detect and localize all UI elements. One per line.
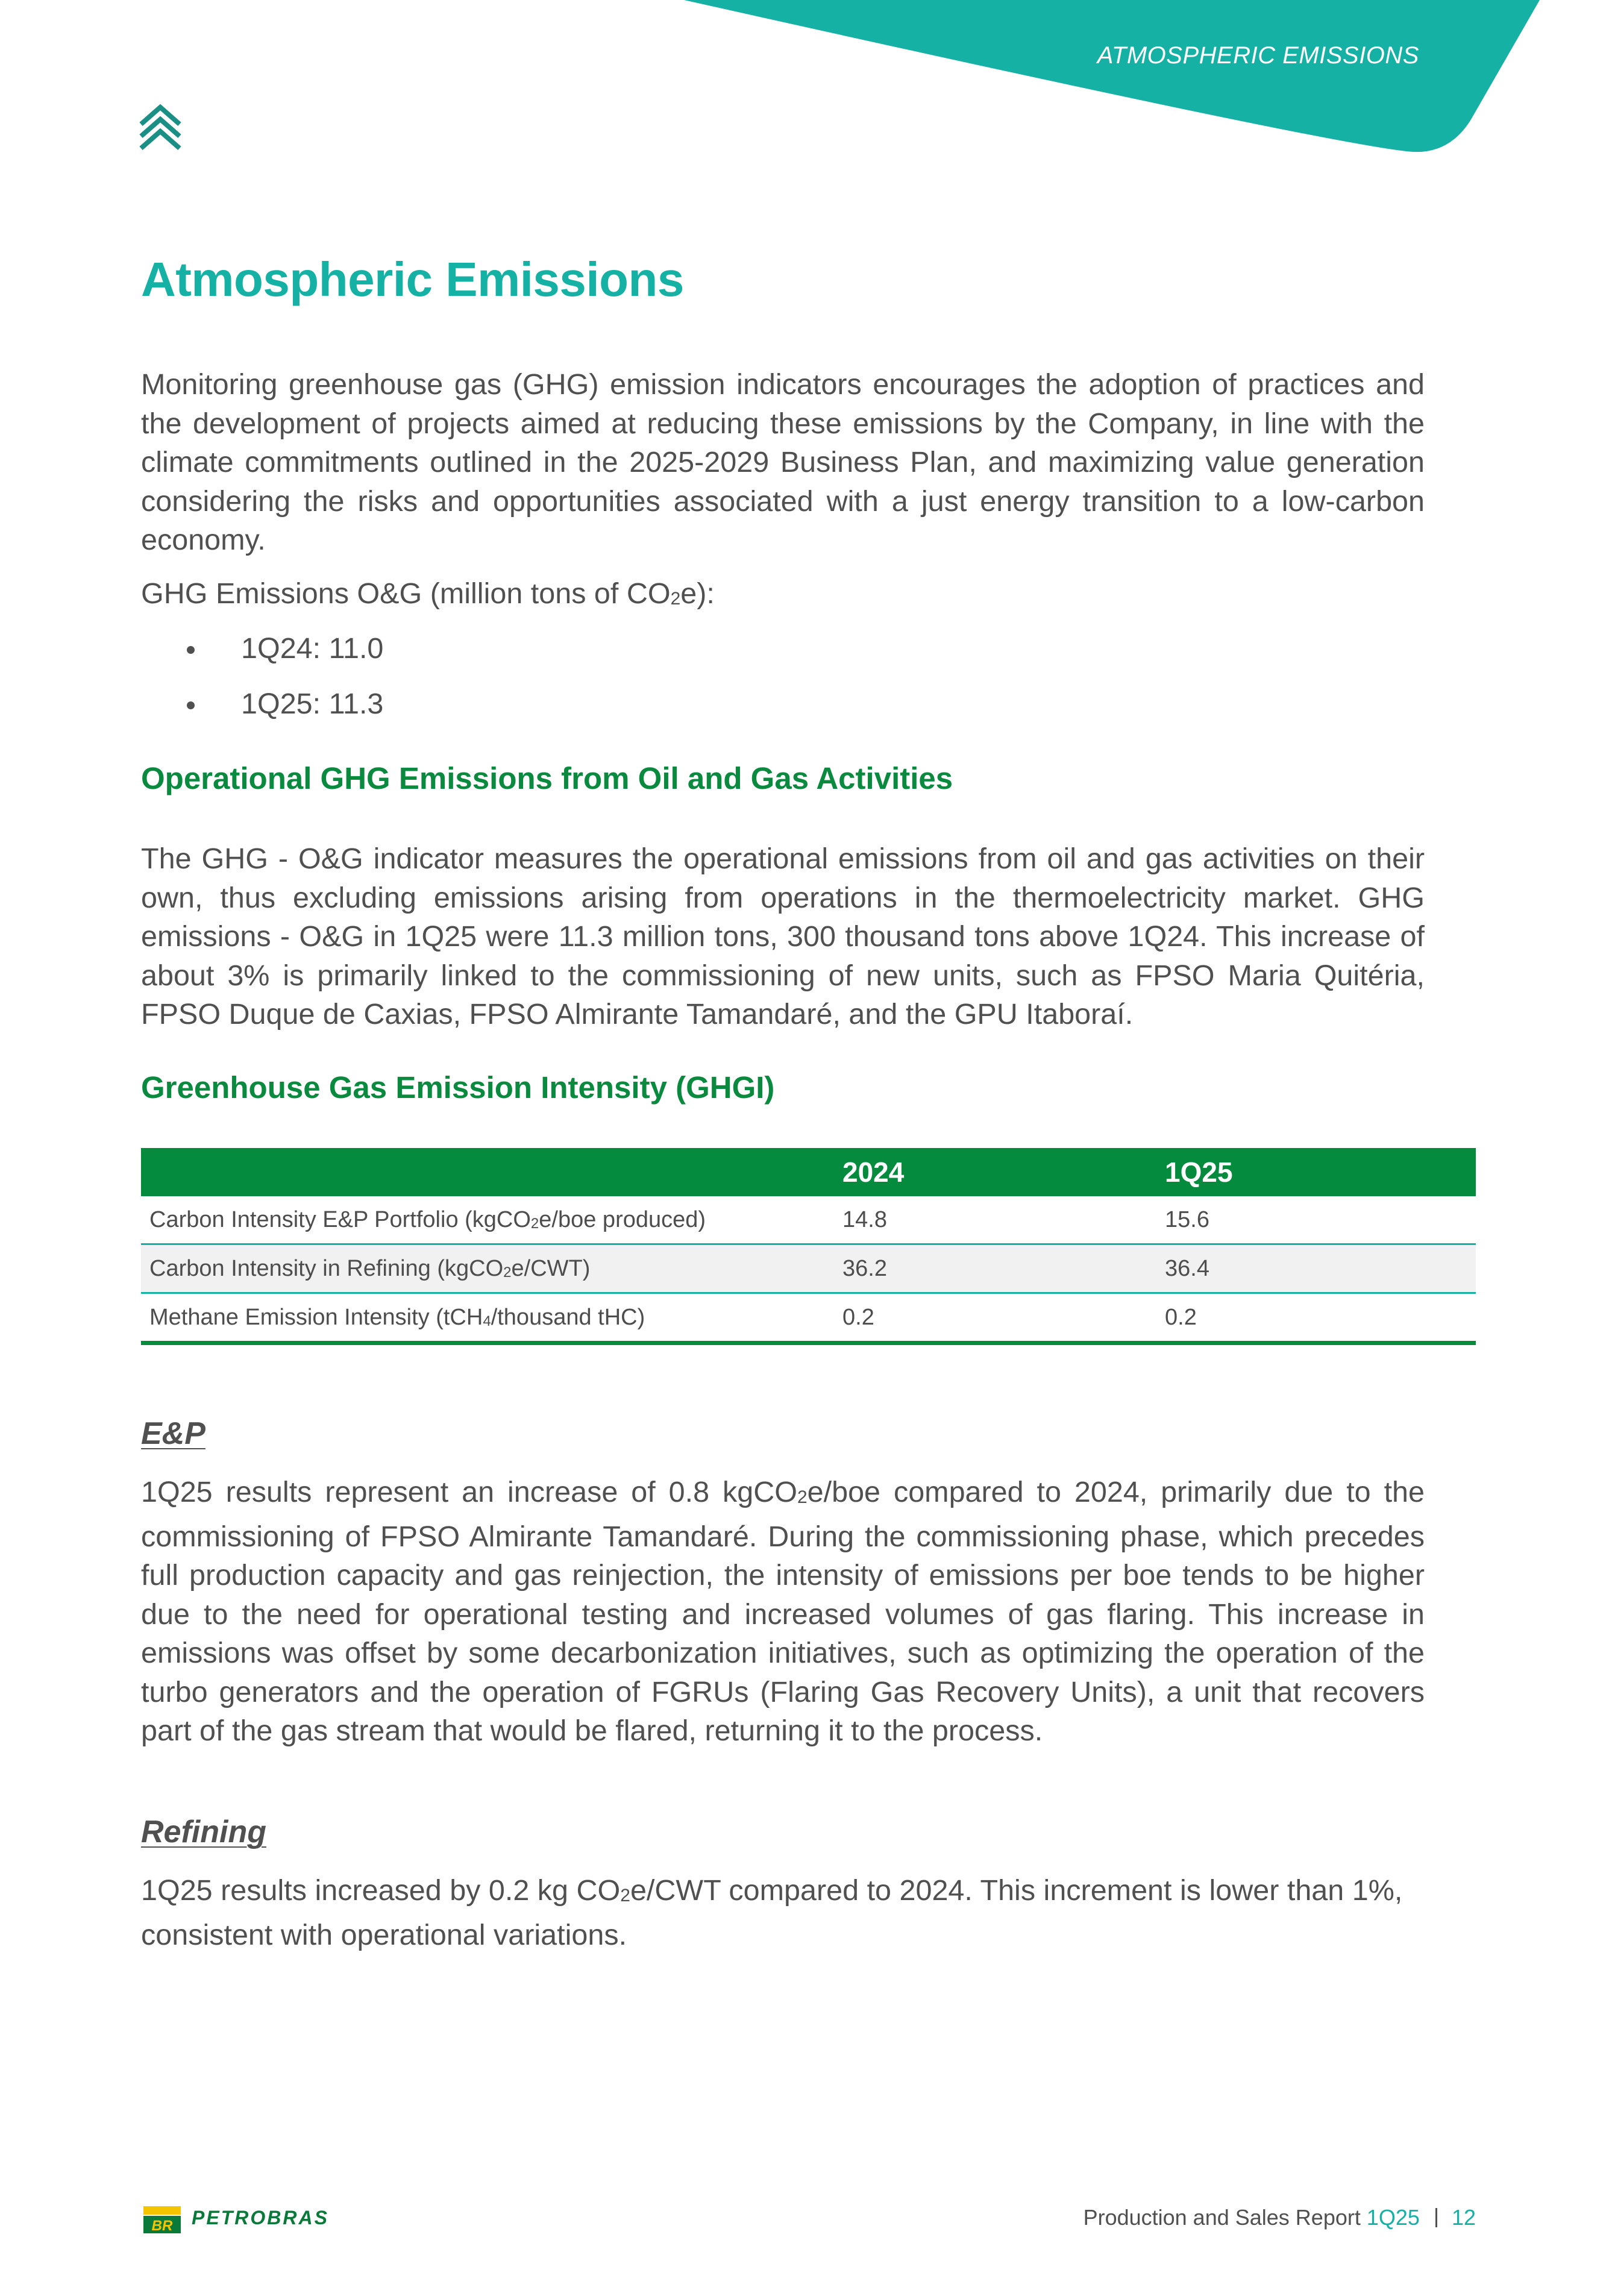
ep-paragraph: 1Q25 results represent an increase of 0.8 kgCO$_2$e/boe compared to 2024, primarily due to the commissioning of FPSO Almirante Tamandaré. During the commissioning phase, which precedes full production capacity and gas reinjection, the intensity of emissions per boe tends to be higher due to the need for operational testing and increased volumes of gas flaring. This increase in emissions was offset by some decarbonization initiatives, such as optimizing the operation of the turbo generators and the operation of FGRUs (Flaring Gas Recovery Units), a unit that recovers part of the gas stream that would be flared, returning it to the process. [141,1476,1425,1747]
row-value-1q25: 15.6 [1165,1196,1476,1244]
table-row [141,1293,1476,1343]
header-ribbon [0,0,1612,157]
footer-report-info [1084,2205,1476,2230]
table-row [141,1196,1476,1244]
petrobras-logo-icon [143,2206,181,2233]
page-title: Atmospheric Emissions [141,252,684,306]
row-value-2024: 0.2 [842,1293,1165,1343]
ep-heading: E&P [141,1416,205,1451]
table-row [141,1244,1476,1293]
row-value-2024: 14.8 [842,1196,1165,1244]
operational-ghg-paragraph: The GHG - O&G indicator measures the operational emissions from oil and gas activities on their own, thus excluding emissions arising from operations in the thermoelectricity market. GHG emissions - O&G in 1Q25 were 11.3 million tons, 300 thousand tons above 1Q24. This increase of about 3% is primarily linked to the commissioning of new units, such as FPSO Maria Quitéria, FPSO Duque de Caxias, FPSO Almirante Tamandaré, and the GPU Itaboraí. [141,842,1425,1030]
svg-text:BR: BR [151,2218,173,2233]
table-header-empty [141,1148,842,1196]
ghg-emissions-label: GHG Emissions O&G (million tons of $CO_2e$): [141,577,715,610]
row-value-2024: 36.2 [842,1244,1165,1293]
ghgi-table [141,1148,1476,1345]
row-label: Carbon Intensity E&P Portfolio (kgCO$_2$e/boe produced) [141,1196,842,1244]
operational-ghg-heading: Operational GHG Emissions from Oil and Gas Activities [141,761,953,795]
row-value-1q25: 36.4 [1165,1244,1476,1293]
bullet-dot-icon [187,701,195,709]
footer-page-number: 12 [1451,2205,1476,2230]
table-header-2024: 2024 [842,1148,1165,1196]
row-value-1q25: 0.2 [1165,1293,1476,1343]
table-header-1q25: 1Q25 [1165,1148,1476,1196]
table-header-row [141,1148,1476,1196]
chevrons-up-icon[interactable] [139,104,182,151]
row-label: Carbon Intensity in Refining (kgCO$_2$e/CWT) [141,1244,842,1293]
refining-paragraph: 1Q25 results increased by 0.2 kg $CO_2e$/CWT compared to 2024. This increment is lower than 1%, consistent with operational variations. [141,1874,1403,1951]
footer-period: 1Q25 [1366,2205,1420,2230]
ghgi-heading: Greenhouse Gas Emission Intensity (GHGI) [141,1070,775,1105]
refining-heading: Refining [141,1815,266,1849]
intro-paragraph: Monitoring greenhouse gas (GHG) emission indicators encourages the adoption of practices and the development of projects aimed at reducing these emissions by the Company, in line with the climate commitments outlined in the 2025-2029 Business Plan, and maximizing value generation considering the risks and opportunities associated with a just energy transition to a low-carbon economy. [141,368,1425,556]
row-label: Methane Emission Intensity (tCH$_4$/thousand tHC) [141,1293,842,1343]
footer-brand: PETROBRAS [192,2207,329,2229]
header-section-label: ATMOSPHERIC EMISSIONS [1097,42,1419,69]
bullet-dot-icon [187,646,195,654]
footer-report-name: Production and Sales Report [1083,2205,1361,2230]
footer-separator [1435,2208,1437,2227]
